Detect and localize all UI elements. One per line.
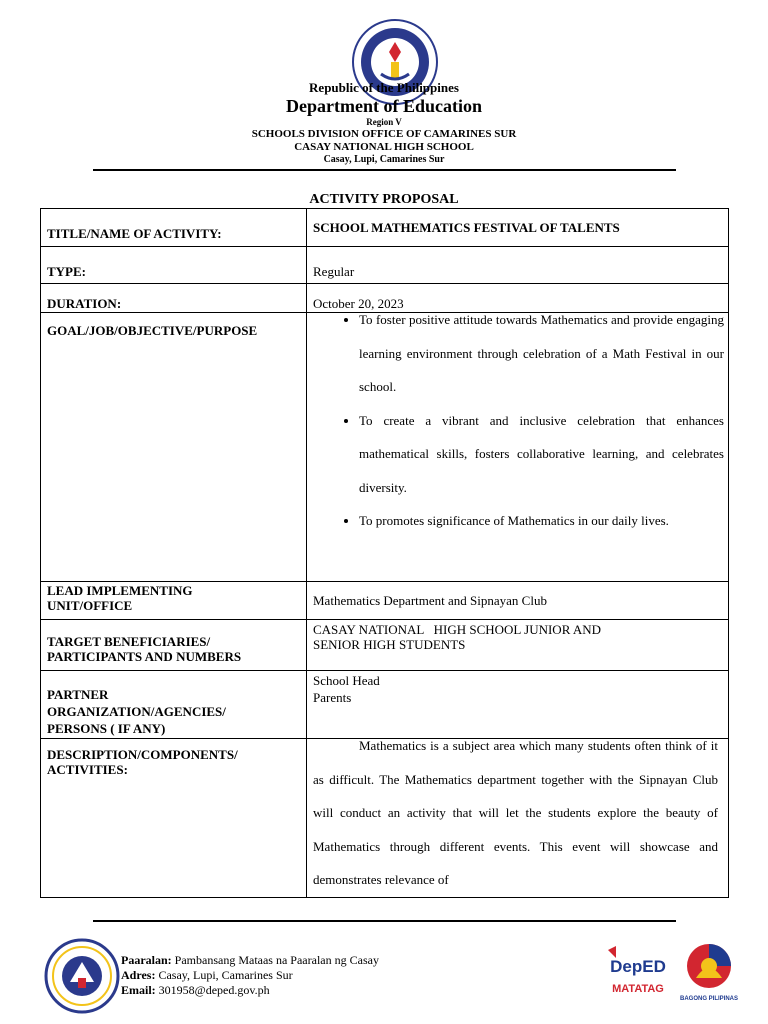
label-lead-line1: LEAD IMPLEMENTING — [47, 583, 193, 598]
label-partner-line1: PARTNER — [47, 687, 109, 702]
value-description — [307, 739, 729, 898]
label-description — [41, 739, 307, 898]
value-type — [307, 247, 729, 284]
footer-adres-value: Casay, Lupi, Camarines Sur — [158, 968, 293, 982]
label-lead-line2: UNIT/OFFICE — [47, 598, 133, 613]
footer-adres-label: Adres: — [121, 968, 156, 982]
matatag-logo-text: MATATAG — [612, 983, 664, 995]
label-target-line2: PARTICIPANTS AND NUMBERS — [47, 649, 242, 664]
value-lead-text: Mathematics Department and Sipnayan Club — [313, 593, 547, 608]
label-target — [41, 620, 307, 671]
header-division: SCHOOLS DIVISION OFFICE OF CAMARINES SUR — [251, 128, 517, 140]
deped-logo-text: DepED — [610, 957, 666, 976]
label-description-line2: ACTIVITIES: — [47, 762, 128, 777]
footer-paaralan-value: Pambansang Mataas na Paaralan ng Casay — [174, 953, 379, 967]
label-goal — [41, 313, 307, 582]
goal-item: • To foster positive attitude towards Mathematics and provide engaging learning environment through celebration of a Math Festival in our school. — [359, 303, 728, 404]
value-target-line1: CASAY NATIONAL HIGH SCHOOL JUNIOR AND — [313, 622, 602, 637]
description-text: Mathematics is a subject area which many students often think of it as difficult. The Mathematics department together with the Sipnayan Club will conduct an activity that will let the students explore the beauty of Mathematics through different events. This event will showcase and demonstrates relevance of — [313, 738, 718, 887]
label-partner-line3: PERSONS ( IF ANY) — [47, 721, 166, 736]
footer-email-value: 301958@deped.gov.ph — [158, 983, 270, 997]
document-title: ACTIVITY PROPOSAL — [309, 192, 459, 207]
header-department: Department of Education — [286, 96, 482, 116]
row-goal — [41, 313, 729, 582]
label-duration — [41, 284, 307, 313]
label-type — [41, 247, 307, 284]
label-target-line1: TARGET BENEFICIARIES/ — [47, 634, 211, 649]
value-title-text: SCHOOL MATHEMATICS FESTIVAL OF TALENTS — [313, 220, 620, 235]
footer-email — [121, 983, 379, 998]
value-duration-text: October 20, 2023 — [313, 296, 404, 311]
footer-paaralan — [121, 953, 379, 968]
value-partner-line2: Parents — [313, 690, 352, 705]
proposal-table — [40, 208, 729, 898]
label-title — [41, 209, 307, 247]
header-republic: Republic of the Philippines — [309, 80, 459, 95]
label-partner — [41, 671, 307, 739]
header-divider — [93, 169, 676, 171]
value-goal — [307, 313, 729, 582]
bagong-pilipinas-text: BAGONG PILIPINAS — [679, 996, 739, 1002]
goal-list — [307, 303, 728, 538]
footer-contact — [121, 953, 379, 998]
goal-item: • To create a vibrant and inclusive celebration that enhances mathematical skills, fosters collaborative learning, and celebrates diversity. — [359, 404, 728, 505]
label-type-text: TYPE: — [47, 264, 86, 279]
goal-item: • To promotes significance of Mathematics in our daily lives. — [359, 504, 728, 538]
row-target — [41, 620, 729, 671]
value-target — [307, 620, 729, 671]
bagong-pilipinas-logo — [676, 938, 742, 1004]
header-school: CASAY NATIONAL HIGH SCHOOL — [294, 141, 474, 153]
footer-email-label: Email: — [121, 983, 156, 997]
footer-adres — [121, 968, 379, 983]
row-title — [41, 209, 729, 247]
header-location: Casay, Lupi, Camarines Sur — [323, 154, 445, 165]
label-description-line1: DESCRIPTION/COMPONENTS/ — [47, 747, 238, 762]
header-region: Region V — [366, 117, 402, 127]
row-lead — [41, 582, 729, 620]
label-goal-text: GOAL/JOB/OBJECTIVE/PURPOSE — [47, 323, 258, 338]
value-title — [307, 209, 729, 247]
deped-matatag-logo — [604, 942, 672, 1002]
value-lead — [307, 582, 729, 620]
label-title-text: TITLE/NAME OF ACTIVITY: — [47, 226, 222, 241]
label-duration-text: DURATION: — [47, 296, 122, 311]
footer-divider — [93, 920, 676, 922]
value-type-text: Regular — [313, 264, 355, 279]
label-lead — [41, 582, 307, 620]
value-partner-line1: School Head — [313, 673, 380, 688]
row-type — [41, 247, 729, 284]
row-description — [41, 739, 729, 898]
value-target-line2: SENIOR HIGH STUDENTS — [313, 637, 466, 652]
school-seal-logo — [44, 938, 120, 1014]
footer-paaralan-label: Paaralan: — [121, 953, 172, 967]
label-partner-line2: ORGANIZATION/AGENCIES/ — [47, 704, 226, 719]
